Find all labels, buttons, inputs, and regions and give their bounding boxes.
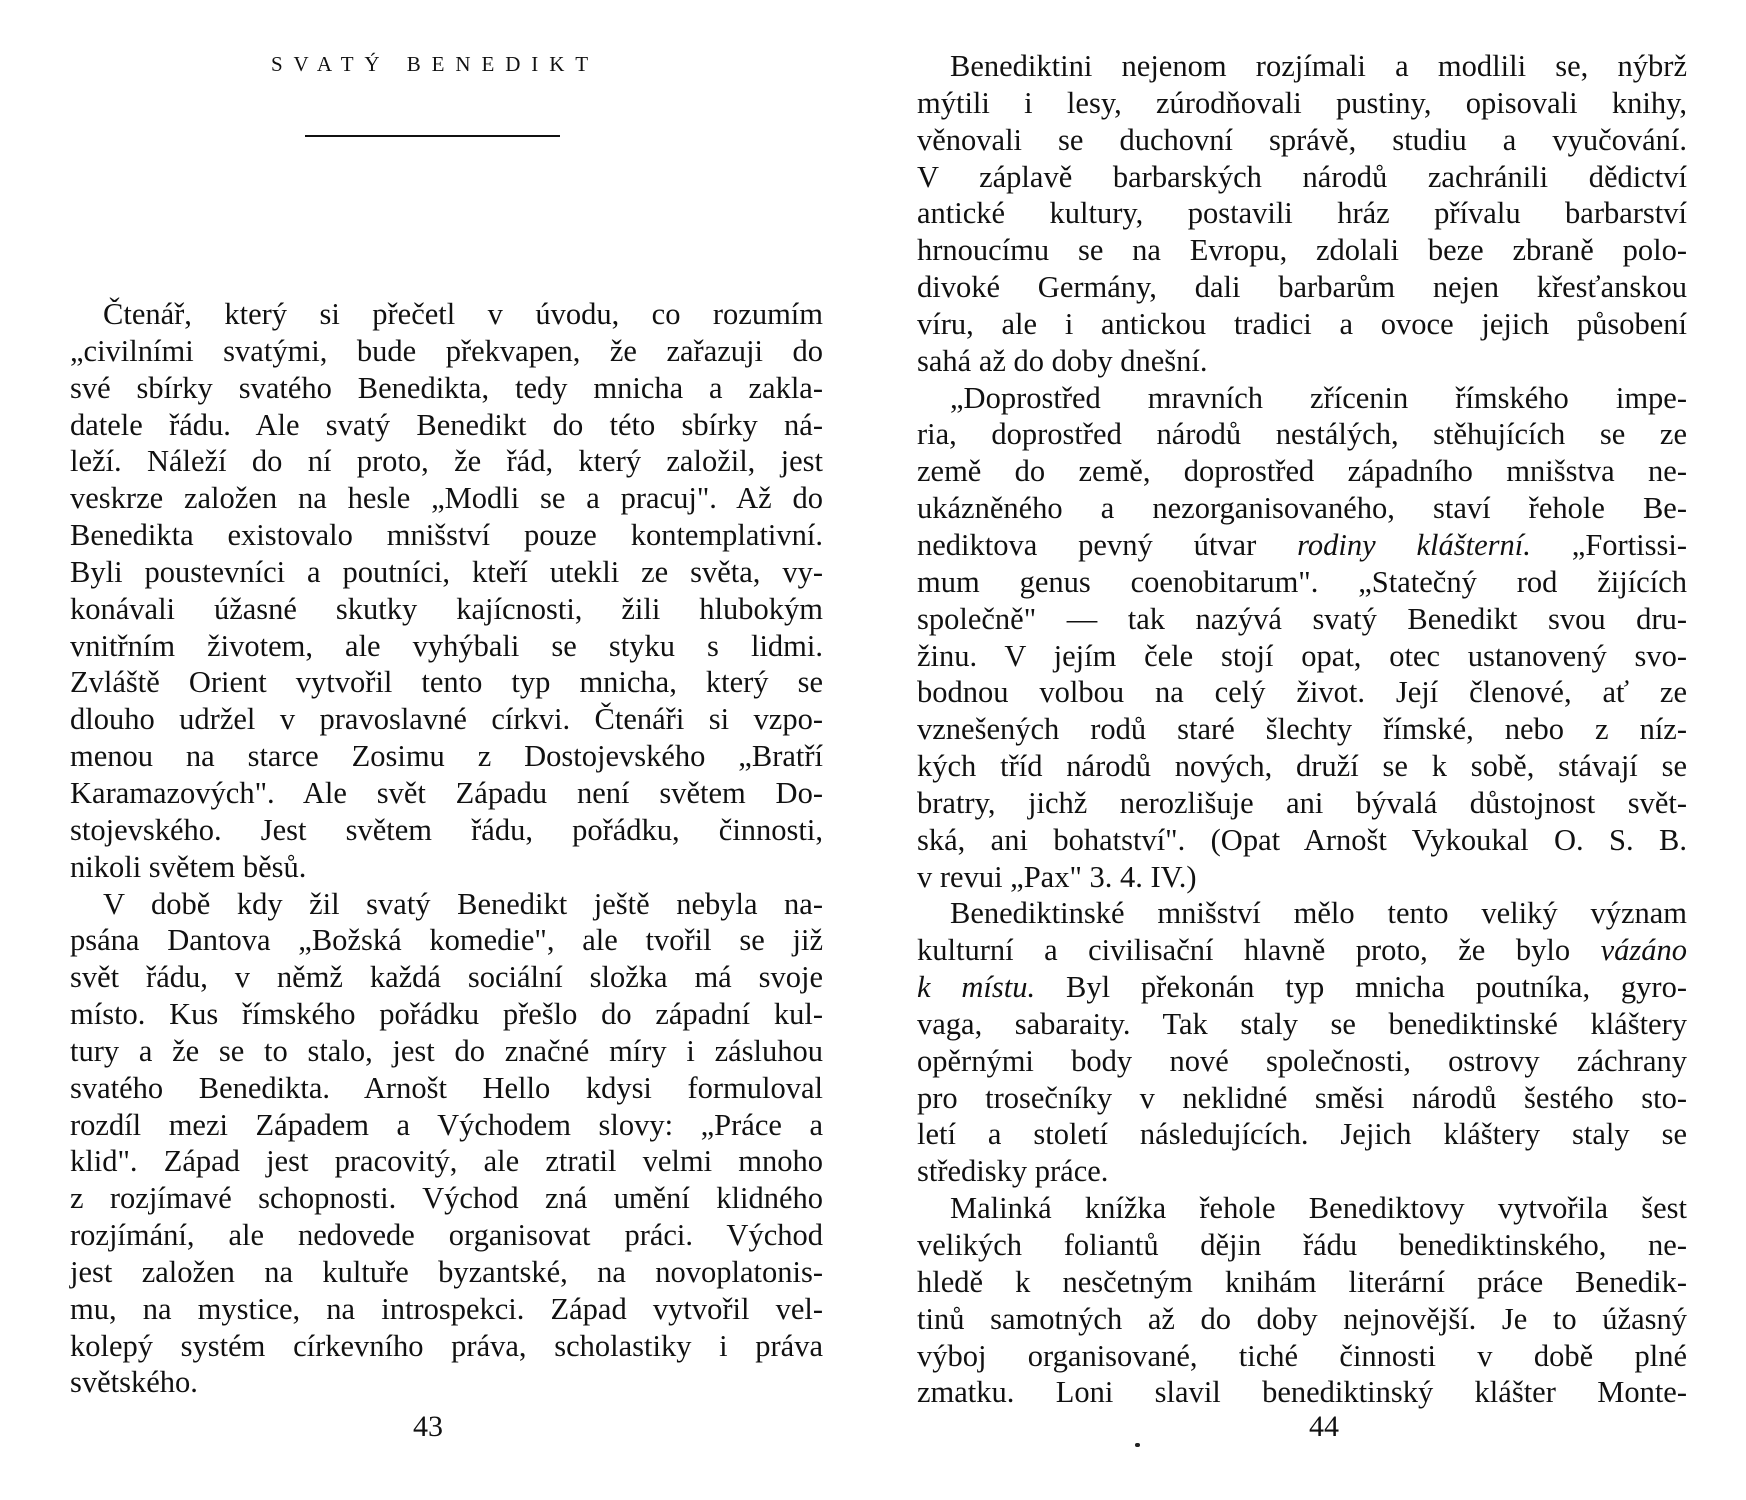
text-line: tury a že se to stalo, jest do značné míry i zásluhou: [70, 1033, 823, 1068]
text-line: středisky práce.: [917, 1154, 1109, 1189]
italic-phrase: rodiny klášterní.: [1297, 527, 1531, 562]
text-line: dlouho udržel v pravoslavné církvi. Čtenáři si vzpo-: [70, 702, 823, 737]
text-line: velikých foliantů dějin řádu benediktinského, ne-: [917, 1228, 1687, 1262]
text-line: menou na starce Zosimu z Dostojevského „Bratří: [70, 739, 823, 774]
text-line: Benediktini nejenom rozjímali a modlili se, nýbrž: [950, 49, 1687, 83]
text-line: nikoli světem běsů.: [70, 849, 307, 884]
text-line: Zvláště Orient vytvořil tento typ mnicha, který se: [70, 665, 823, 700]
text-line: ukázněného a nezorganisovaného, staví řehole Be-: [917, 491, 1687, 526]
text-line: stojevského. Jest světem řádu, pořádku, činnosti,: [70, 812, 823, 847]
text-segment: kulturní a civilisační hlavně proto, že bylo: [917, 933, 1571, 968]
text-line: Benediktinské mnišství mělo tento veliký význam: [950, 896, 1687, 931]
text-line: společně" — tak nazývá svatý Benedikt svou dru-: [917, 601, 1687, 636]
page-number: 43: [413, 1410, 443, 1443]
text-line: antické kultury, postavili hráz přívalu barbarství: [917, 196, 1687, 231]
text-segment: „Fortissi-: [1571, 527, 1688, 562]
text-line: psána Dantova „Božská komedie", ale tvořil se již: [70, 923, 823, 958]
text-line: veskrze založen na hesle „Modli se a pracuj". Až do: [70, 481, 823, 516]
text-segment: Byl překonán typ mnicha poutníka, gyro-: [1065, 970, 1687, 1005]
text-line: tinů samotných až do doby nejnovější. Je to úžasný: [917, 1301, 1687, 1336]
text-line: divoké Germány, dali barbarům nejen křesťanskou: [917, 270, 1687, 305]
text-line: konávali úžasné skutky kajícnosti, žili hlubokým: [70, 591, 823, 626]
text-line: ská, ani bohatství". (Opat Arnošt Vykoukal O. S. B.: [917, 822, 1687, 857]
text-line: víru, ale i antickou tradici a ovoce jejich působení: [917, 306, 1687, 341]
text-line: sahá až do doby dnešní.: [917, 343, 1208, 378]
text-line: jest založen na kultuře byzantské, na novoplatonis-: [70, 1254, 823, 1289]
text-line: země do země, doprostřed západního mnišstva ne-: [917, 454, 1687, 489]
text-line: Byli poustevníci a poutníci, kteří utekli ze světa, vy-: [70, 554, 823, 589]
right-page-text: [917, 48, 1687, 1411]
text-line: [917, 527, 1687, 564]
page-number: 44: [1309, 1410, 1339, 1443]
text-line: leží. Náleží do ní proto, že řád, který založil, jest: [70, 444, 823, 479]
text-line: vaga, sabaraity. Tak staly se benediktinské kláštery: [917, 1006, 1687, 1041]
right-page: [873, 0, 1746, 1500]
text-line: hledě k nesčetným knihám literární práce Benedik-: [917, 1264, 1687, 1299]
text-line: zmatku. Loni slavil benediktinský klášter Monte-: [917, 1375, 1687, 1410]
italic-phrase: k místu.: [917, 970, 1036, 1005]
text-line: kolepý systém církevního práva, scholastiky i práva: [70, 1328, 823, 1363]
text-line: [917, 969, 1687, 1006]
text-line: kých tříd národů nových, druží se k sobě, stávají se: [917, 749, 1687, 784]
text-line: vznešených rodů staré šlechty římské, nebo z níz-: [917, 712, 1687, 747]
text-line: datele řádu. Ale svatý Benedikt do této sbírky ná-: [70, 407, 823, 442]
text-line: vnitřním životem, ale vyhýbali se styku s lidmi.: [70, 628, 823, 663]
text-line: klid". Západ jest pracovitý, ale ztratil velmi mnoho: [70, 1144, 823, 1179]
text-line: [917, 932, 1687, 969]
text-line: bratry, jichž nerozlišuje ani bývalá důstojnost svět-: [917, 785, 1687, 820]
text-line: ria, doprostřed národů nestálých, stěhujících se ze: [917, 417, 1687, 452]
text-line: Benedikta existovalo mnišství pouze kontemplativní.: [70, 518, 823, 553]
text-line: Čtenář, který si přečetl v úvodu, co rozumím: [103, 297, 823, 331]
text-line: Malinká knížka řehole Benediktovy vytvořila šest: [950, 1191, 1687, 1226]
ink-speck: [1135, 1443, 1140, 1447]
text-line: mu, na mystice, na introspekci. Západ vytvořil vel-: [70, 1291, 823, 1326]
text-line: mum genus coenobitarum". „Statečný rod žijících: [917, 564, 1687, 599]
text-line: letí a století následujících. Jejich kláštery staly se: [917, 1117, 1687, 1152]
text-line: mýtili i lesy, zúrodňovali pustiny, opisovali knihy,: [917, 85, 1687, 120]
head-rule: [305, 135, 560, 137]
text-line: bodnou volbou na celý život. Její členové, ať ze: [917, 675, 1687, 710]
text-line: Karamazových". Ale svět Západu není světem Do-: [70, 775, 823, 810]
text-line: V záplavě barbarských národů zachránili dědictví: [917, 159, 1687, 194]
left-page-text: [70, 296, 823, 1401]
text-line: své sbírky svatého Benedikta, tedy mnicha a zakla-: [70, 370, 823, 405]
text-segment: nediktova pevný útvar: [917, 527, 1257, 562]
italic-phrase: vázáno: [1600, 933, 1687, 968]
text-line: výboj organisované, tiché činnosti v době plné: [917, 1338, 1687, 1373]
text-line: svatého Benedikta. Arnošt Hello kdysi formuloval: [70, 1070, 823, 1105]
running-head: SVATÝ BENEDIKT: [270, 52, 600, 76]
text-line: hrnoucímu se na Evropu, zdolali beze zbraně polo-: [917, 233, 1687, 268]
text-line: místo. Kus římského pořádku přešlo do západní kul-: [70, 997, 823, 1032]
text-line: pro trosečníky v neklidné směsi národů šestého sto-: [917, 1080, 1687, 1115]
text-line: rozjímání, ale nedovede organisovat práci. Východ: [70, 1218, 823, 1253]
text-line: „civilními svatými, bude překvapen, že zařazuji do: [70, 333, 823, 368]
text-line: „Doprostřed mravních zřícenin římského impe-: [950, 380, 1687, 415]
text-line: věnovali se duchovní správě, studiu a vyučování.: [917, 122, 1687, 157]
text-line: svět řádu, v němž každá sociální složka má svoje: [70, 960, 823, 995]
text-line: V době kdy žil svatý Benedikt ještě nebyla na-: [103, 886, 823, 921]
text-line: světského.: [70, 1365, 198, 1400]
text-line: rozdíl mezi Západem a Východem slovy: „Práce a: [70, 1107, 823, 1142]
text-line: opěrnými body nové společnosti, ostrovy záchrany: [917, 1043, 1687, 1078]
text-line: z rozjímavé schopnosti. Východ zná umění klidného: [70, 1181, 823, 1216]
text-line: žinu. V jejím čele stojí opat, otec ustanovený svo-: [917, 638, 1687, 673]
text-line: v revui „Pax" 3. 4. IV.): [917, 859, 1197, 894]
